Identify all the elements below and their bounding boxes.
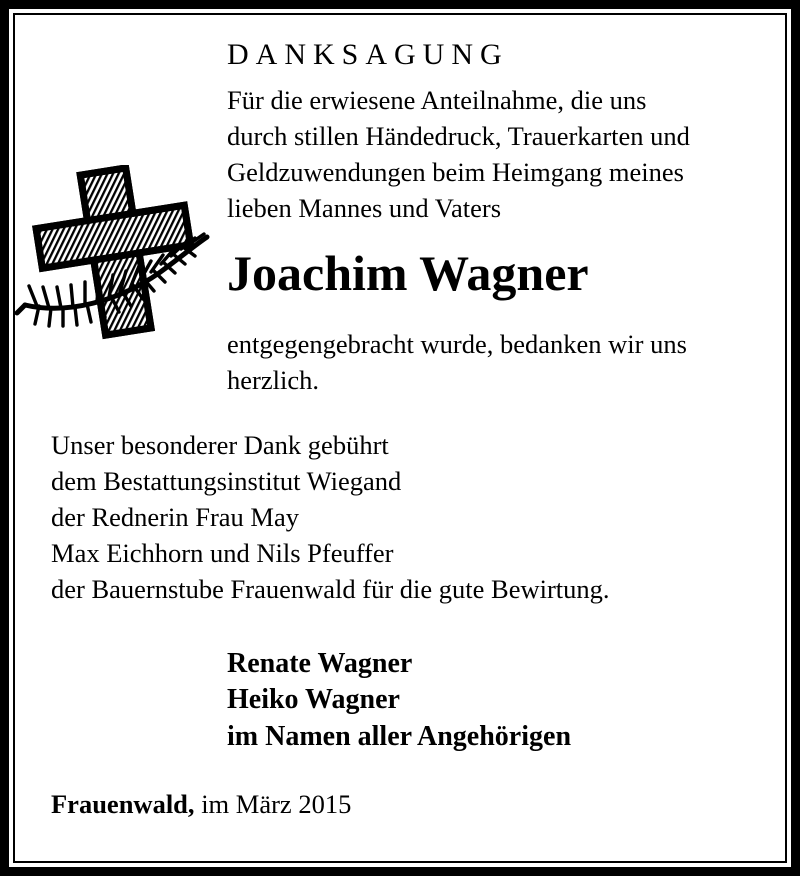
intro-line: Für die erwiesene Anteilnahme, die uns	[227, 85, 647, 115]
place-name: Frauenwald,	[51, 789, 195, 820]
date-text: im März 2015	[194, 789, 352, 820]
continuation-line: entgegengebracht wurde, bedanken wir uns	[227, 328, 687, 359]
thanks-list-item: Unser besonderer Dank gebührt	[51, 430, 389, 461]
signature-line: Heiko Wagner	[227, 684, 400, 716]
intro-line: durch stillen Händedruck, Trauerkarten und	[227, 120, 690, 151]
place-and-date	[51, 787, 749, 821]
notice-content	[15, 15, 785, 861]
thanks-list-item: Max Eichhorn und Nils Pfeuffer	[51, 538, 394, 569]
frame-white-gap	[9, 9, 791, 867]
continuation-line: herzlich.	[227, 364, 319, 395]
notice-inner-border	[13, 13, 787, 863]
thanks-list	[51, 428, 749, 608]
intro-line: lieben Mannes und Vaters	[227, 192, 502, 223]
thanks-list-item: der Bauernstube Frauenwald für die gute Bewirtung.	[51, 574, 610, 605]
signature-block	[227, 646, 749, 755]
signature-line: im Namen aller Angehörigen	[227, 720, 572, 752]
continuation-paragraph	[227, 327, 749, 399]
thanks-list-item: der Rednerin Frau May	[51, 502, 299, 533]
intro-paragraph	[227, 83, 749, 227]
page-title: DANKSAGUNG	[227, 38, 509, 71]
thanks-list-item: dem Bestattungsinstitut Wiegand	[51, 466, 402, 497]
deceased-name: Joachim Wagner	[227, 244, 589, 301]
intro-line: Geldzuwendungen beim Heimgang meines	[227, 156, 684, 187]
signature-line: Renate Wagner	[227, 647, 413, 679]
